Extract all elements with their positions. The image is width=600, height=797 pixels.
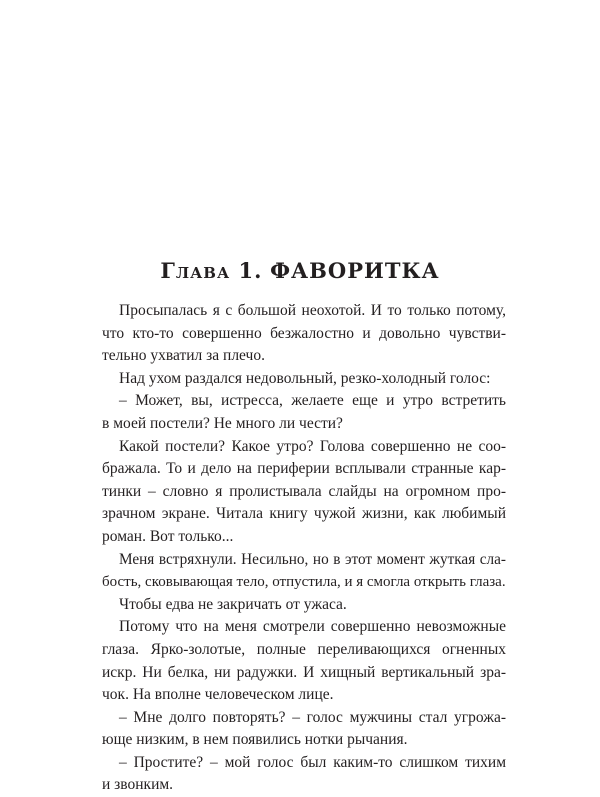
text-line: зрачном экране. Читала книгу чужой жизни, как любимый xyxy=(102,505,506,523)
text-line: бражала. То и дело на периферии всплывали странные кар- xyxy=(102,460,506,478)
paragraph xyxy=(102,616,506,706)
text-line: Просыпалась я с большой неохотой. И то только потому, xyxy=(119,302,506,319)
text-line: и звонким. xyxy=(102,776,174,794)
text-line: глаза. Ярко-золотые, полные переливающихся огненных xyxy=(102,640,506,658)
paragraph xyxy=(102,549,506,594)
paragraph xyxy=(102,594,506,617)
chapter-number: Глава 1. xyxy=(160,258,263,283)
text-line: бость, сковывающая тело, отпустила, и я смогла открыть глаза. xyxy=(102,574,506,591)
text-line: – Простите? – мой голос был каким-то слишком тихим xyxy=(119,753,506,771)
text-line: – Мне долго повторять? – голос мужчины стал угрожа- xyxy=(119,708,506,726)
text-line: роман. Вот только... xyxy=(102,527,234,545)
paragraph xyxy=(102,300,506,368)
text-line: тельно ухватил за плечо. xyxy=(102,347,265,365)
paragraph xyxy=(102,752,506,797)
paragraph xyxy=(102,707,506,752)
paragraph xyxy=(102,390,506,435)
text-line: Над ухом раздался недовольный, резко-холодный голос: xyxy=(119,369,491,387)
paragraph xyxy=(102,436,506,549)
text-line: юще низким, в нем появились нотки рычания. xyxy=(102,731,408,749)
chapter-body xyxy=(102,300,506,797)
text-line: Меня встряхнули. Несильно, но в этот момент жуткая сла- xyxy=(119,550,506,568)
text-line: искр. Ни белка, ни радужки. И хищный вертикальный зра- xyxy=(102,663,506,681)
text-line: Какой постели? Какое утро? Голова совершенно не соо- xyxy=(119,437,506,455)
text-line: тинки – словно я пролистывала слайды на огромном про- xyxy=(102,482,506,500)
text-line: что кто-то совершенно безжалостно и довольно чувстви- xyxy=(102,324,506,342)
text-line: Потому что на меня смотрели совершенно невозможные xyxy=(119,618,506,636)
paragraph xyxy=(102,368,506,391)
chapter-title xyxy=(0,258,600,283)
text-line: – Может, вы, истресса, желаете еще и утро встретить xyxy=(119,392,506,410)
text-line: Чтобы едва не закричать от ужаса. xyxy=(119,595,347,613)
text-line: чок. На вполне человеческом лице. xyxy=(102,686,334,704)
chapter-name: ФАВОРИТКА xyxy=(270,258,440,283)
text-line: в моей постели? Не много ли чести? xyxy=(102,414,343,432)
